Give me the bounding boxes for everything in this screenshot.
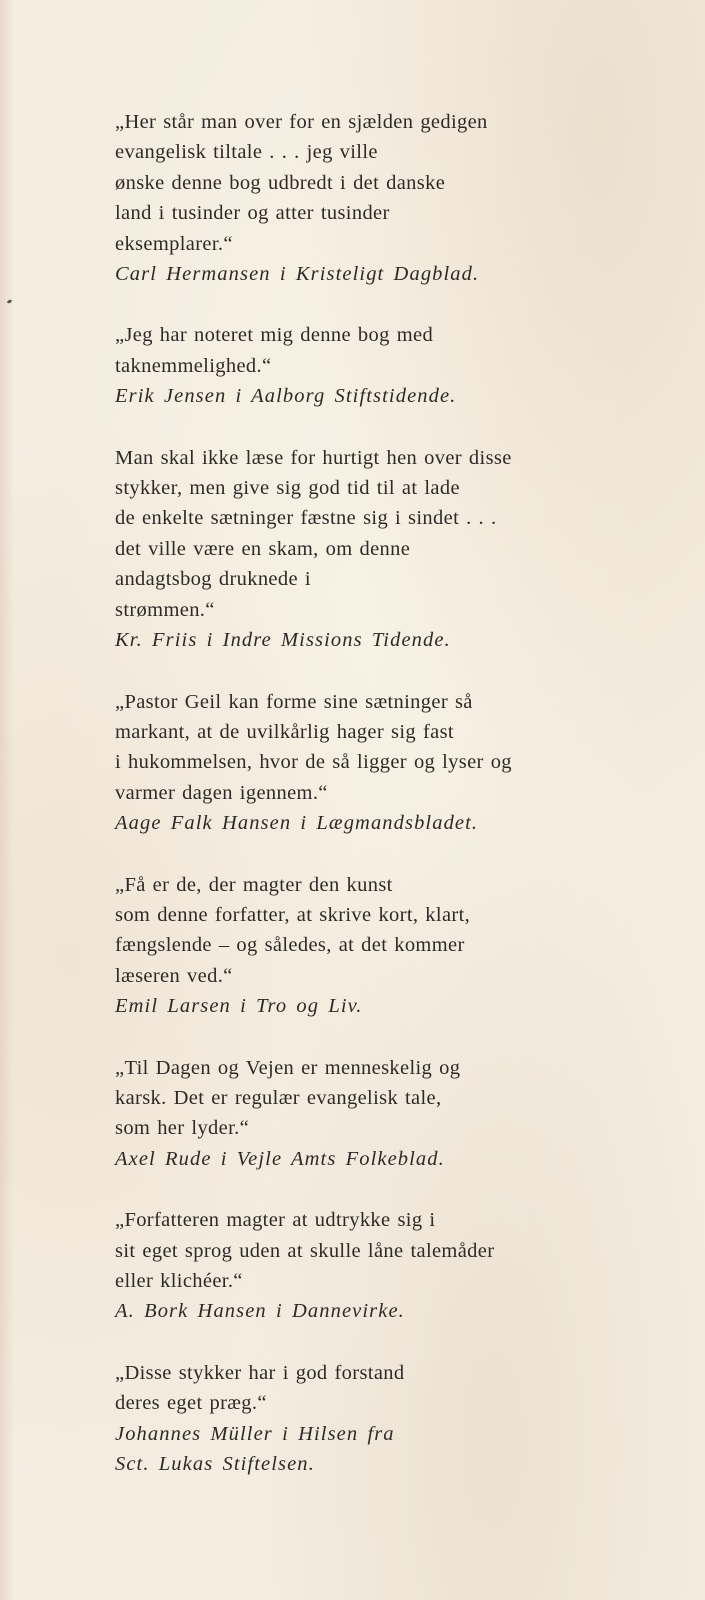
quote-line: land i tusinder og atter tusinder	[115, 202, 390, 225]
quote-line: Man skal ikke læse for hurtigt hen over disse	[115, 446, 512, 469]
quote-source: Aage Falk Hansen i Lægmandsbladet.	[115, 812, 479, 835]
paper-speck	[7, 299, 13, 304]
quote-line: „Til Dagen og Vejen er menneskelig og	[115, 1056, 461, 1079]
quote-line: „Jeg har noteret mig denne bog med	[115, 324, 434, 347]
quote-source: Emil Larsen i Tro og Liv.	[115, 995, 363, 1018]
quote-line: andagtsbog druknede i	[115, 568, 311, 591]
quote-line: deres eget præg.“	[115, 1392, 267, 1415]
quote-line: „Få er de, der magter den kunst	[115, 873, 393, 896]
quote-source: Johannes Müller i Hilsen fra	[115, 1422, 395, 1445]
quote-line: „Disse stykker har i god forstand	[115, 1361, 405, 1384]
quote-line: „Her står man over for en sjælden gedigen	[115, 111, 488, 133]
quote-line: det ville være en skam, om denne	[115, 537, 411, 560]
quote-line: „Pastor Geil kan forme sine sætninger så	[115, 690, 473, 713]
quote-line: sit eget sprog uden at skulle låne talemåder	[115, 1239, 495, 1262]
quote-line: strømmen.“	[115, 598, 215, 621]
quote-line: stykker, men give sig god tid til at lade	[115, 477, 460, 500]
review-quote-4	[115, 687, 615, 839]
quote-source: A. Bork Hansen i Dannevirke.	[115, 1300, 405, 1323]
quote-line: „Forfatteren magter at udtrykke sig i	[115, 1209, 436, 1232]
quote-line: markant, at de uvilkårlig hager sig fast	[115, 720, 454, 743]
quote-line: som her lyder.“	[115, 1117, 250, 1140]
quote-line: varmer dagen igennem.“	[115, 781, 328, 804]
review-quote-6	[115, 1053, 615, 1175]
quote-line: eller klichéer.“	[115, 1270, 243, 1292]
review-quote-7	[115, 1205, 615, 1327]
quote-source: Carl Hermansen i Kristeligt Dagblad.	[115, 263, 480, 286]
review-quote-2	[115, 320, 615, 411]
quote-line: læseren ved.“	[115, 964, 233, 987]
quote-source: Sct. Lukas Stiftelsen.	[115, 1453, 315, 1476]
quote-line: karsk. Det er regulær evangelisk tale,	[115, 1086, 442, 1109]
quote-line: som denne forfatter, at skrive kort, klart,	[115, 903, 471, 926]
quote-line: i hukommelsen, hvor de så ligger og lyser og	[115, 751, 512, 774]
review-quotes-page	[115, 107, 615, 1510]
quote-source: Erik Jensen i Aalborg Stiftstidende.	[115, 385, 457, 408]
quote-source: Kr. Friis i Indre Missions Tidende.	[115, 629, 451, 652]
review-quote-5	[115, 870, 615, 1022]
quote-line: taknemmelighed.“	[115, 354, 272, 377]
quote-line: evangelisk tiltale . . . jeg ville	[115, 141, 378, 164]
quote-line: de enkelte sætninger fæstne sig i sindet . . .	[115, 507, 497, 530]
quote-line: eksemplarer.“	[115, 232, 233, 255]
review-quote-3	[115, 443, 615, 656]
quote-line: ønske denne bog udbredt i det danske	[115, 171, 446, 194]
review-quote-8	[115, 1358, 615, 1480]
review-quote-1	[115, 107, 615, 289]
quote-line: fængslende – og således, at det kommer	[115, 934, 465, 957]
quote-source: Axel Rude i Vejle Amts Folkeblad.	[115, 1147, 445, 1170]
